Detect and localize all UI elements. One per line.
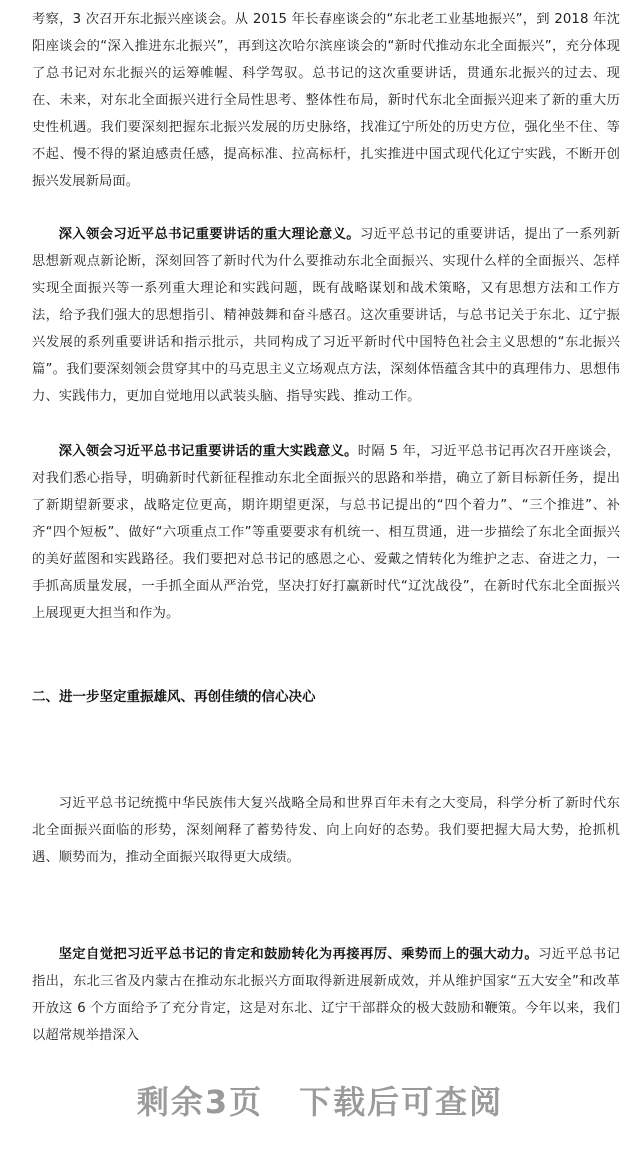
remaining-pages-label: 剩余3页 bbox=[136, 1083, 264, 1121]
paragraph-4 bbox=[32, 790, 620, 871]
paragraph-5-text: 习近平总书记指出，东北三省及内蒙古在推动东北振兴方面取得新进展新成效，并从维护国家“五大安全”和改革开放这 6 个方面给予了充分肯定，这是对东北、辽宁干部群众的极大鼓励和鞭策。今年以来，我们以超常规举措深入 bbox=[32, 947, 620, 1043]
download-prompt-banner[interactable] bbox=[0, 1072, 640, 1132]
paragraph-5-lead: 坚定自觉把习近平总书记的肯定和鼓励转化为再接再厉、乘势而上的强大动力。 bbox=[58, 947, 539, 962]
download-to-view-label[interactable]: 下载后可查阅 bbox=[299, 1083, 504, 1121]
paragraph-2 bbox=[32, 221, 620, 410]
paragraph-5 bbox=[32, 941, 620, 1049]
paragraph-4-text: 习近平总书记统揽中华民族伟大复兴战略全局和世界百年未有之大变局，科学分析了新时代东北全面振兴面临的形势，深刻阐释了蓄势待发、向上向好的态势。我们要把握大局大势，抢抓机遇、顺势而为，推动全面振兴取得更大成绩。 bbox=[32, 796, 620, 865]
paragraph-2-lead: 深入领会习近平总书记重要讲话的重大理论意义。 bbox=[58, 227, 360, 242]
paragraph-1 bbox=[32, 6, 620, 195]
section-heading-2: 二、进一步坚定重振雄风、再创佳绩的信心决心 bbox=[32, 689, 316, 705]
paragraph-3-lead: 深入领会习近平总书记重要讲话的重大实践意义。 bbox=[58, 444, 358, 459]
paragraph-3-text: 时隔 5 年，习近平总书记再次召开座谈会，对我们悉心指导，明确新时代新征程推动东北全面振兴的思路和举措，确立了新目标新任务，提出了新期望新要求，战略定位更高，期许期望更深，与总书记提出的“四个着力”、“三个推进”、补齐“四个短板”、做好“六项重点工作”等重要要求有机统一、相互贯通，进一步描绘了东北全面振兴的美好蓝图和实践路径。我们要把对总书记的感恩之心、爱戴之情转化为维护之志、奋进之力，一手抓高质量发展，一手抓全面从严治党，坚决打好打赢新时代“辽沈战役”，在新时代东北全面振兴上展现更大担当和作为。 bbox=[32, 444, 621, 621]
paragraph-1-text: 考察，3 次召开东北振兴座谈会。从 2015 年长春座谈会的“东北老工业基地振兴”，到 2018 年沈阳座谈会的“深入推进东北振兴”，再到这次哈尔滨座谈会的“新时代推动东北全面振兴”，充分体现了总书记对东北振兴的运筹帷幄、科学驾驭。总书记的这次重要讲话，贯通东北振兴的过去、现在、未来，对东北全面振兴进行全局性思考、整体性布局，新时代东北全面振兴迎来了新的重大历史性机遇。我们要深刻把握东北振兴发展的历史脉络，找准辽宁所处的历史方位，强化坐不住、等不起、慢不得的紧迫感责任感，提高标准、拉高标杆，扎实推进中国式现代化辽宁实践，不断开创振兴发展新局面。 bbox=[32, 12, 620, 189]
paragraph-3 bbox=[32, 438, 620, 627]
paragraph-2-text: 习近平总书记的重要讲话，提出了一系列新思想新观点新论断，深刻回答了新时代为什么要推动东北全面振兴、实现什么样的全面振兴、怎样实现全面振兴等一系列重大理论和实践问题，既有战略谋划和战术策略，又有思想方法和工作方法，给予我们强大的思想指引、精神鼓舞和奋斗感召。这次重要讲话，与总书记关于东北、辽宁振兴发展的系列重要讲话和指示批示，共同构成了习近平新时代中国特色社会主义思想的“东北振兴篇”。我们要深刻领会贯穿其中的马克思主义立场观点方法，深刻体悟蕴含其中的真理伟力、思想伟力、实践伟力，更加自觉地用以武装头脑、指导实践、推动工作。 bbox=[32, 227, 620, 404]
